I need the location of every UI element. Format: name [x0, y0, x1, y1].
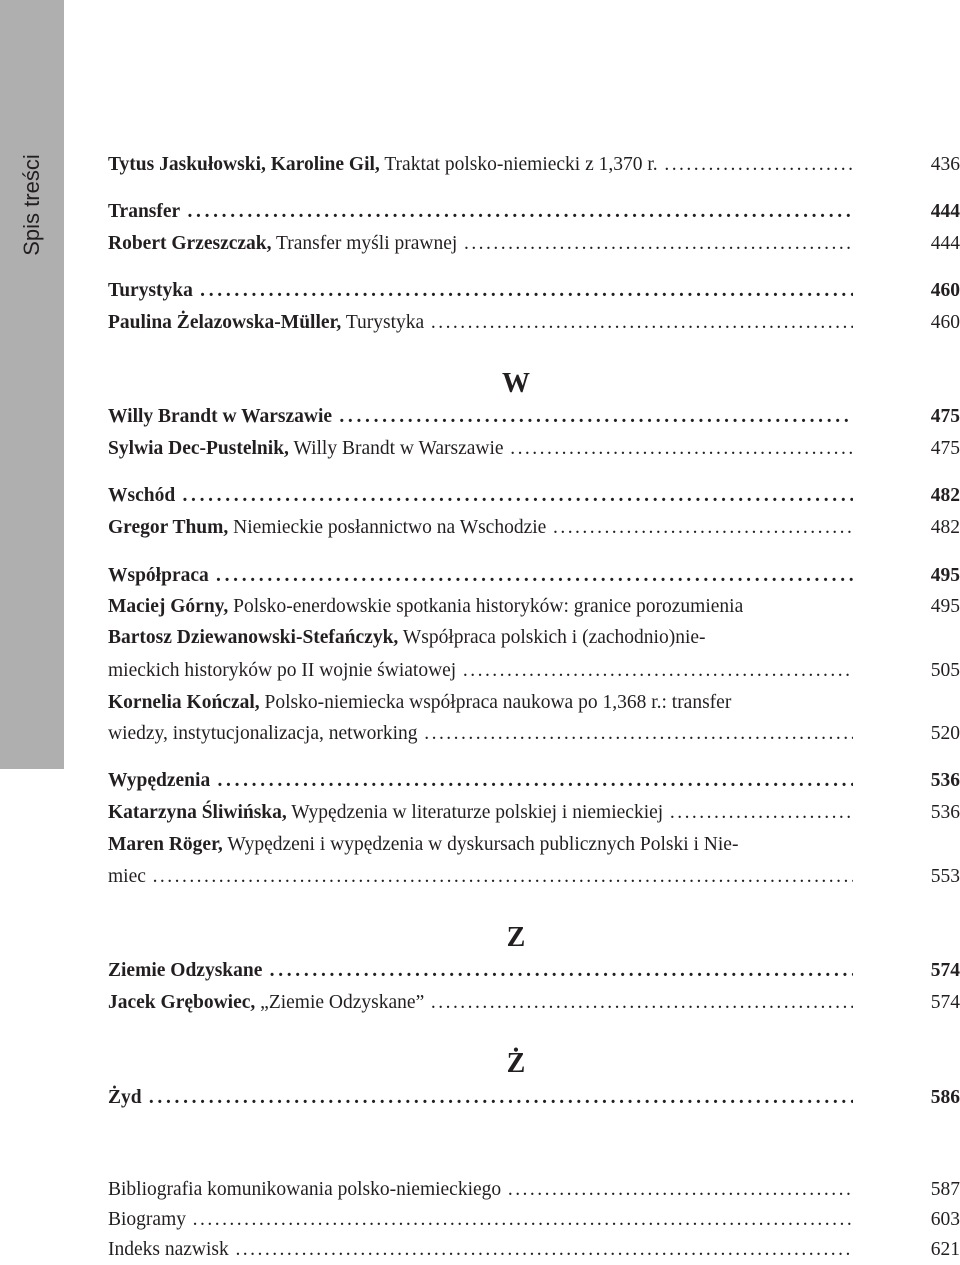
entry-title: Wypędzeni i wypędzenia w dyskursach publicznych Polski i Nie- — [222, 834, 739, 855]
toc-entry[interactable] — [108, 150, 960, 180]
toc-section[interactable] — [108, 276, 960, 306]
entry-title-cont: wiedzy, instytucjonalizacja, networking — [108, 723, 421, 744]
toc-entry-line[interactable] — [108, 623, 868, 653]
page-number: 586 — [930, 1087, 960, 1108]
entry-author: Gregor Thum, — [108, 517, 229, 538]
page-number: 482 — [930, 485, 960, 506]
page-number: 553 — [930, 866, 960, 887]
section-title: Transfer — [108, 201, 183, 222]
entry-author: Paulina Żelazowska-Müller, — [108, 312, 342, 333]
toc-entry-line[interactable] — [108, 830, 868, 860]
section-title: Wypędzenia — [108, 770, 213, 791]
entry-author: Sylwia Dec-Pustelnik, — [108, 438, 289, 459]
toc-entry[interactable] — [108, 862, 960, 892]
page-number: 587 — [930, 1179, 960, 1200]
entry-title: Turystyka — [341, 312, 425, 333]
entry-title: Transfer myśli prawnej — [271, 233, 458, 254]
toc-section[interactable] — [108, 197, 960, 227]
toc-entry[interactable] — [108, 308, 960, 338]
table-of-contents: Tytus Jaskułowski, Karoline Gil, Traktat polsko-niemiecki z 1,370 r. . . . 436 Transfer . . . 444 Robert Grzeszczak, Transfer myśli prawnej . . . 444 Turystyka . . . 460 Paulina Żelazowska-Müller, Turystyka . . . 460 W Willy Brandt w Warszawie . . . 475 Sylwia Dec-Pustelnik, Willy Brandt w Warszawie . . . 475 Wschód . . . 482 Gregor Thum, Niemieckie posłannictwo na Wschodzie . . . 482 Współpraca . . . 495 Maciej Górny, Polsko-enerdowskie spotkania historyków: granice porozumienia 495 Bartosz Dziewanowski-Stefańczyk, Współpraca polskich i (zachodnio)nie- mieckich historyków po II wojnie światowej . . . 505 Kornelia Kończal, Polsko-niemiecka współpraca naukowa po 1,368 r.: transfer wiedzy, instytucjonalizacja, networking . . . 520 Wypędzenia . . . 536 Katarzyna Śliwińska, Wypędzenia w literaturze polskiej i niemieckiej . . . 536 Maren Röger, Wypędzeni i wypędzenia w dyskursach publicznych Polski i Nie- miec . . . 553 Z Ziemie Odzyskane . . . 574 Jacek Grębowiec, „Ziemie Odzyskane” . . . 574 Ż Żyd . . . 586 Bibliografia komunikowania polsko-niemieckiego . . . 587 Biogramy . . . 603 Indeks nazwisk . . . 621 — [108, 0, 960, 1260]
toc-entry[interactable] — [108, 1205, 960, 1235]
toc-section[interactable] — [108, 956, 960, 986]
page-number: 475 — [930, 406, 960, 427]
toc-section[interactable] — [108, 1083, 960, 1113]
entry-author: Maren Röger, — [108, 834, 223, 855]
section-title: Żyd — [108, 1087, 145, 1108]
page-number: 505 — [930, 660, 960, 681]
entry-title: Bibliografia komunikowania polsko-niemieckiego — [108, 1179, 504, 1200]
page-number: 621 — [930, 1239, 960, 1260]
page-number: 475 — [930, 438, 960, 459]
toc-entry[interactable] — [108, 229, 960, 259]
page-number: 460 — [930, 280, 960, 301]
page-number: 520 — [930, 723, 960, 744]
toc-entry[interactable] — [108, 434, 960, 464]
section-title: Turystyka — [108, 280, 196, 301]
toc-section[interactable] — [108, 402, 960, 432]
toc-entry[interactable] — [108, 719, 960, 749]
sidebar-label-box — [0, 0, 64, 360]
entry-author: Bartosz Dziewanowski-Stefańczyk, — [108, 627, 399, 648]
toc-entry[interactable] — [108, 513, 960, 543]
toc-entry[interactable] — [108, 1235, 960, 1265]
entry-author: Maciej Górny, — [108, 596, 229, 617]
page-number: 495 — [930, 565, 960, 586]
section-title: Współpraca — [108, 565, 212, 586]
entry-title: Willy Brandt w Warszawie — [288, 438, 504, 459]
entry-title: Polsko-niemiecka współpraca naukowa po 1,368 r.: transfer — [259, 692, 732, 713]
entry-title-cont: mieckich historyków po II wojnie światowej — [108, 660, 459, 681]
section-title: Willy Brandt w Warszawie — [108, 406, 335, 427]
entry-title: „Ziemie Odzyskane” — [255, 992, 425, 1013]
page-number: 444 — [930, 233, 960, 254]
toc-entry[interactable] — [108, 988, 960, 1018]
page-number: 495 — [930, 596, 960, 617]
entry-author: Kornelia Kończal, — [108, 692, 260, 713]
sidebar-tab — [0, 0, 64, 769]
toc-entry[interactable] — [108, 656, 960, 686]
page-number: 603 — [930, 1209, 960, 1230]
entry-title: Polsko-enerdowskie spotkania historyków: granice porozumienia — [228, 596, 744, 617]
entry-title: Niemieckie posłannictwo na Wschodzie — [228, 517, 547, 538]
toc-section[interactable] — [108, 561, 960, 591]
page-number: 536 — [930, 802, 960, 823]
sidebar-label: Spis treści — [19, 154, 44, 256]
toc-entry[interactable] — [108, 1175, 960, 1205]
page-number: 536 — [930, 770, 960, 791]
entry-title-cont: miec — [108, 866, 149, 887]
section-title: Wschód — [108, 485, 178, 506]
page-number: 574 — [930, 992, 960, 1013]
toc-entry[interactable] — [108, 592, 960, 622]
entry-title: Indeks nazwisk — [108, 1239, 232, 1260]
page-number: 574 — [930, 960, 960, 981]
toc-section[interactable] — [108, 766, 960, 796]
entry-author: Katarzyna Śliwińska, — [108, 802, 287, 823]
toc-section[interactable] — [108, 481, 960, 511]
entry-title: Biogramy — [108, 1209, 189, 1230]
section-title: Ziemie Odzyskane — [108, 960, 265, 981]
toc-entry[interactable] — [108, 798, 960, 828]
entry-title: Traktat polsko-niemiecki z 1,370 r. — [379, 154, 658, 175]
entry-author: Tytus Jaskułowski, Karoline Gil, — [108, 154, 380, 175]
entry-author: Jacek Grębowiec, — [108, 992, 256, 1013]
page-number: 444 — [930, 201, 960, 222]
toc-entry-line[interactable] — [108, 688, 868, 718]
page-number: 460 — [930, 312, 960, 333]
entry-author: Robert Grzeszczak, — [108, 233, 272, 254]
page-number: 436 — [930, 154, 960, 175]
entry-title: Współpraca polskich i (zachodnio)nie- — [398, 627, 706, 648]
page-number: 482 — [930, 517, 960, 538]
entry-title: Wypędzenia w literaturze polskiej i niemieckiej — [286, 802, 664, 823]
